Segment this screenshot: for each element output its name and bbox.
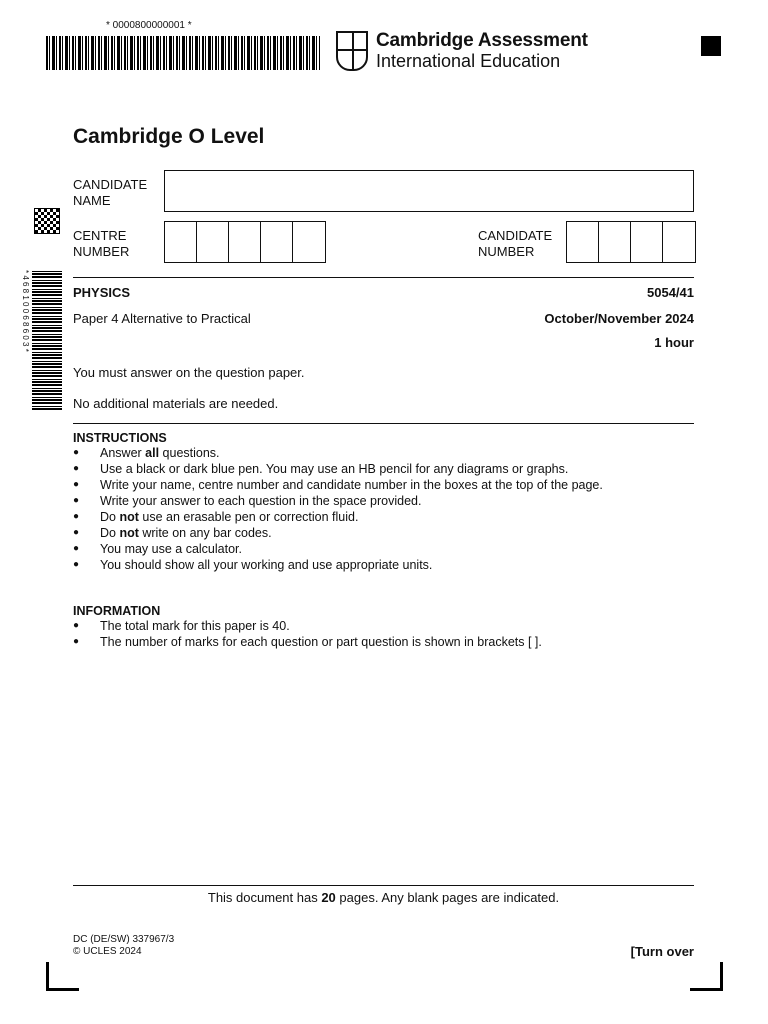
list-item: ● Use a black or dark blue pen. You may use an HB pencil for any diagrams or graphs. (73, 461, 694, 477)
turn-over: [Turn over (630, 944, 694, 959)
registration-mark (701, 36, 721, 56)
qr-code (34, 208, 60, 234)
instructions-list (73, 445, 694, 573)
materials-note: No additional materials are needed. (73, 396, 279, 411)
answer-note: You must answer on the question paper. (73, 365, 305, 380)
cambridge-logo (336, 30, 588, 72)
paper-name: Paper 4 Alternative to Practical (73, 311, 251, 326)
side-barcode (32, 270, 62, 410)
cambridge-shield-icon (336, 31, 368, 71)
list-item: ● Do not write on any bar codes. (73, 525, 694, 541)
centre-number-field[interactable] (164, 221, 326, 263)
page-title: Cambridge O Level (73, 125, 265, 148)
logo-line-1: Cambridge Assessment (376, 30, 588, 51)
instructions-heading: INSTRUCTIONS (73, 431, 167, 445)
list-item: ● Write your answer to each question in the space provided. (73, 493, 694, 509)
corner-mark-right (690, 962, 723, 991)
list-item: ● Do not use an erasable pen or correction fluid. (73, 509, 694, 525)
list-item: ● The number of marks for each question or part question is shown in brackets [ ]. (73, 634, 694, 650)
list-item: ● You should show all your working and use appropriate units. (73, 557, 694, 573)
corner-mark-left (46, 962, 79, 991)
centre-number-label: CENTRE NUMBER (73, 228, 130, 259)
divider (73, 423, 694, 424)
document-reference: DC (DE/SW) 337967/3 © UCLES 2024 (73, 934, 175, 957)
instructions-section (73, 431, 694, 573)
list-item: ● The total mark for this paper is 40. (73, 618, 694, 634)
side-barcode-digits: * 4 6 8 1 0 0 6 8 6 0 3 * (21, 270, 30, 352)
information-section (73, 604, 694, 650)
information-heading: INFORMATION (73, 604, 161, 618)
information-list (73, 618, 694, 650)
list-item: ● You may use a calculator. (73, 541, 694, 557)
logo-line-2: International Education (376, 51, 561, 71)
subject: PHYSICS (73, 285, 131, 300)
page-count-note: This document has 20 pages. Any blank pages are indicated. (207, 890, 560, 905)
candidate-number-field[interactable] (566, 221, 696, 263)
divider (73, 885, 694, 886)
exam-session: October/November 2024 (544, 311, 694, 326)
list-item: ● Write your name, centre number and candidate number in the boxes at the top of the page. (73, 477, 694, 493)
top-barcode (46, 36, 320, 70)
barcode-number: * 0000800000001 * (106, 20, 192, 31)
duration: 1 hour (654, 335, 694, 350)
candidate-number-label: CANDIDATE NUMBER (478, 228, 553, 259)
candidate-name-field[interactable] (164, 170, 694, 212)
divider (73, 277, 694, 278)
paper-code: 5054/41 (647, 285, 694, 300)
list-item: ● Answer all questions. (73, 445, 694, 461)
candidate-name-label: CANDIDATE NAME (73, 177, 148, 208)
